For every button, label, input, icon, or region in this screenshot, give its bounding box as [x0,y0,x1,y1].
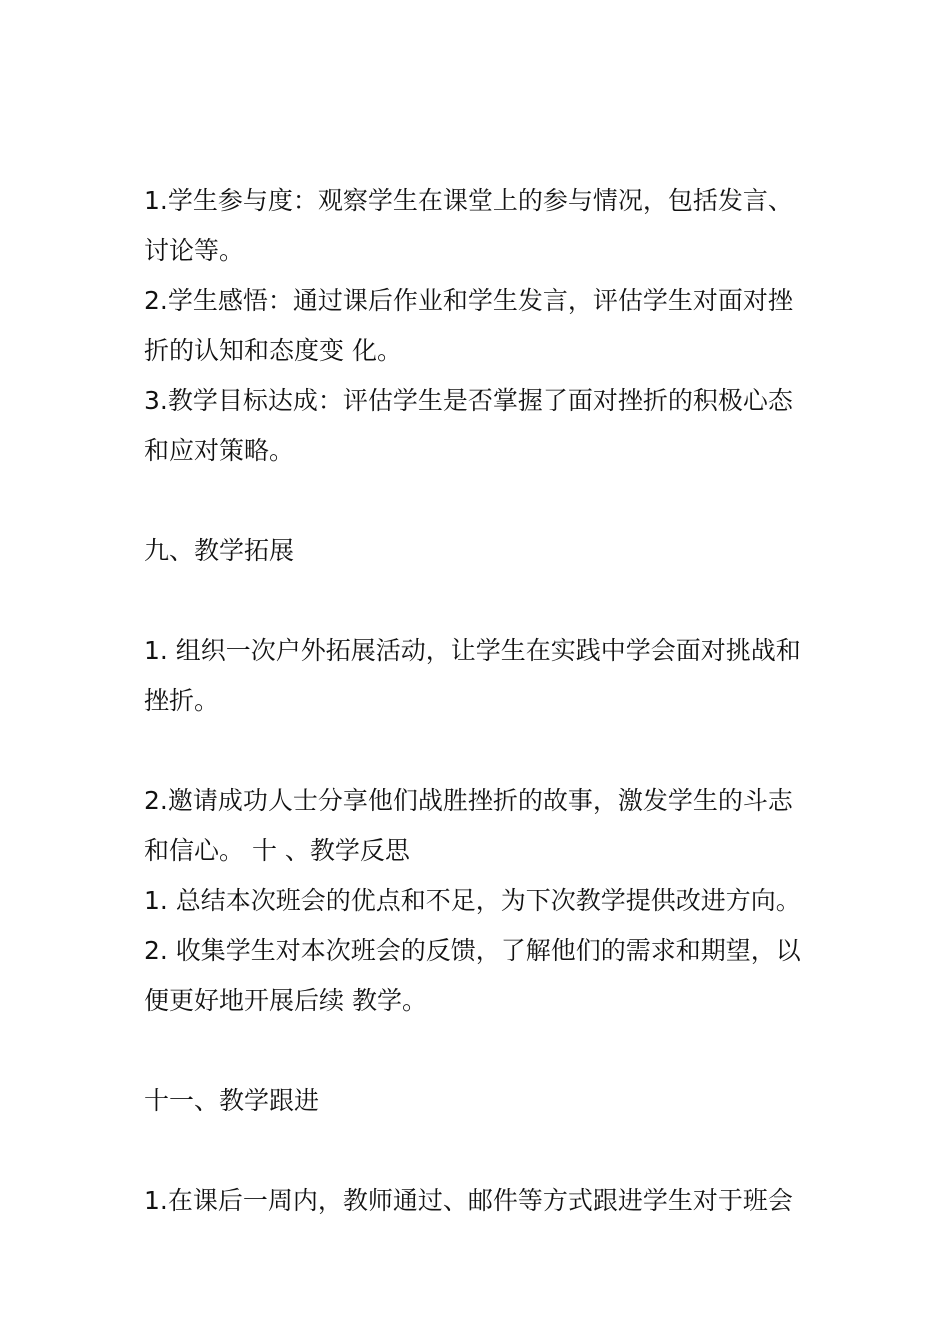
blank-line [144,476,814,526]
section-heading-extension: 九、教学拓展 [144,536,295,565]
blank-line [144,576,814,626]
paragraph-summarize: 1. 总结本次班会的优点和不足，为下次教学提供改进方向。 [144,886,801,915]
document-body [144,176,814,1226]
paragraph-insight: 2.学生感悟：通过课后作业和学生发言，评估学生对面对挫折的认知和态度变 化。 [144,286,793,365]
paragraph-outdoor-activity: 1. 组织一次户外拓展活动，让学生在实践中学会面对挑战和挫折。 [144,636,801,715]
blank-line [144,1026,814,1076]
paragraph-follow-up-week: 1.在课后一周内，教师通过、邮件等方式跟进学生对于班会 [144,1186,793,1215]
section-heading-follow-up: 十一、教学跟进 [144,1086,320,1115]
paragraph-feedback: 2. 收集学生对本次班会的反馈，了解他们的需求和期望，以便更好地开展后续 教学。 [144,936,801,1015]
blank-line [144,726,814,776]
paragraph-goal-achievement: 3.教学目标达成：评估学生是否掌握了面对挫折的积极心态和应对策略。 [144,386,793,465]
paragraph-participation: 1.学生参与度：观察学生在课堂上的参与情况，包括发言、讨论等。 [144,186,793,265]
paragraph-invite-speakers: 2.邀请成功人士分享他们战胜挫折的故事，激发学生的斗志和信心。 十 、教学反思 [144,786,793,865]
blank-line [144,1126,814,1176]
